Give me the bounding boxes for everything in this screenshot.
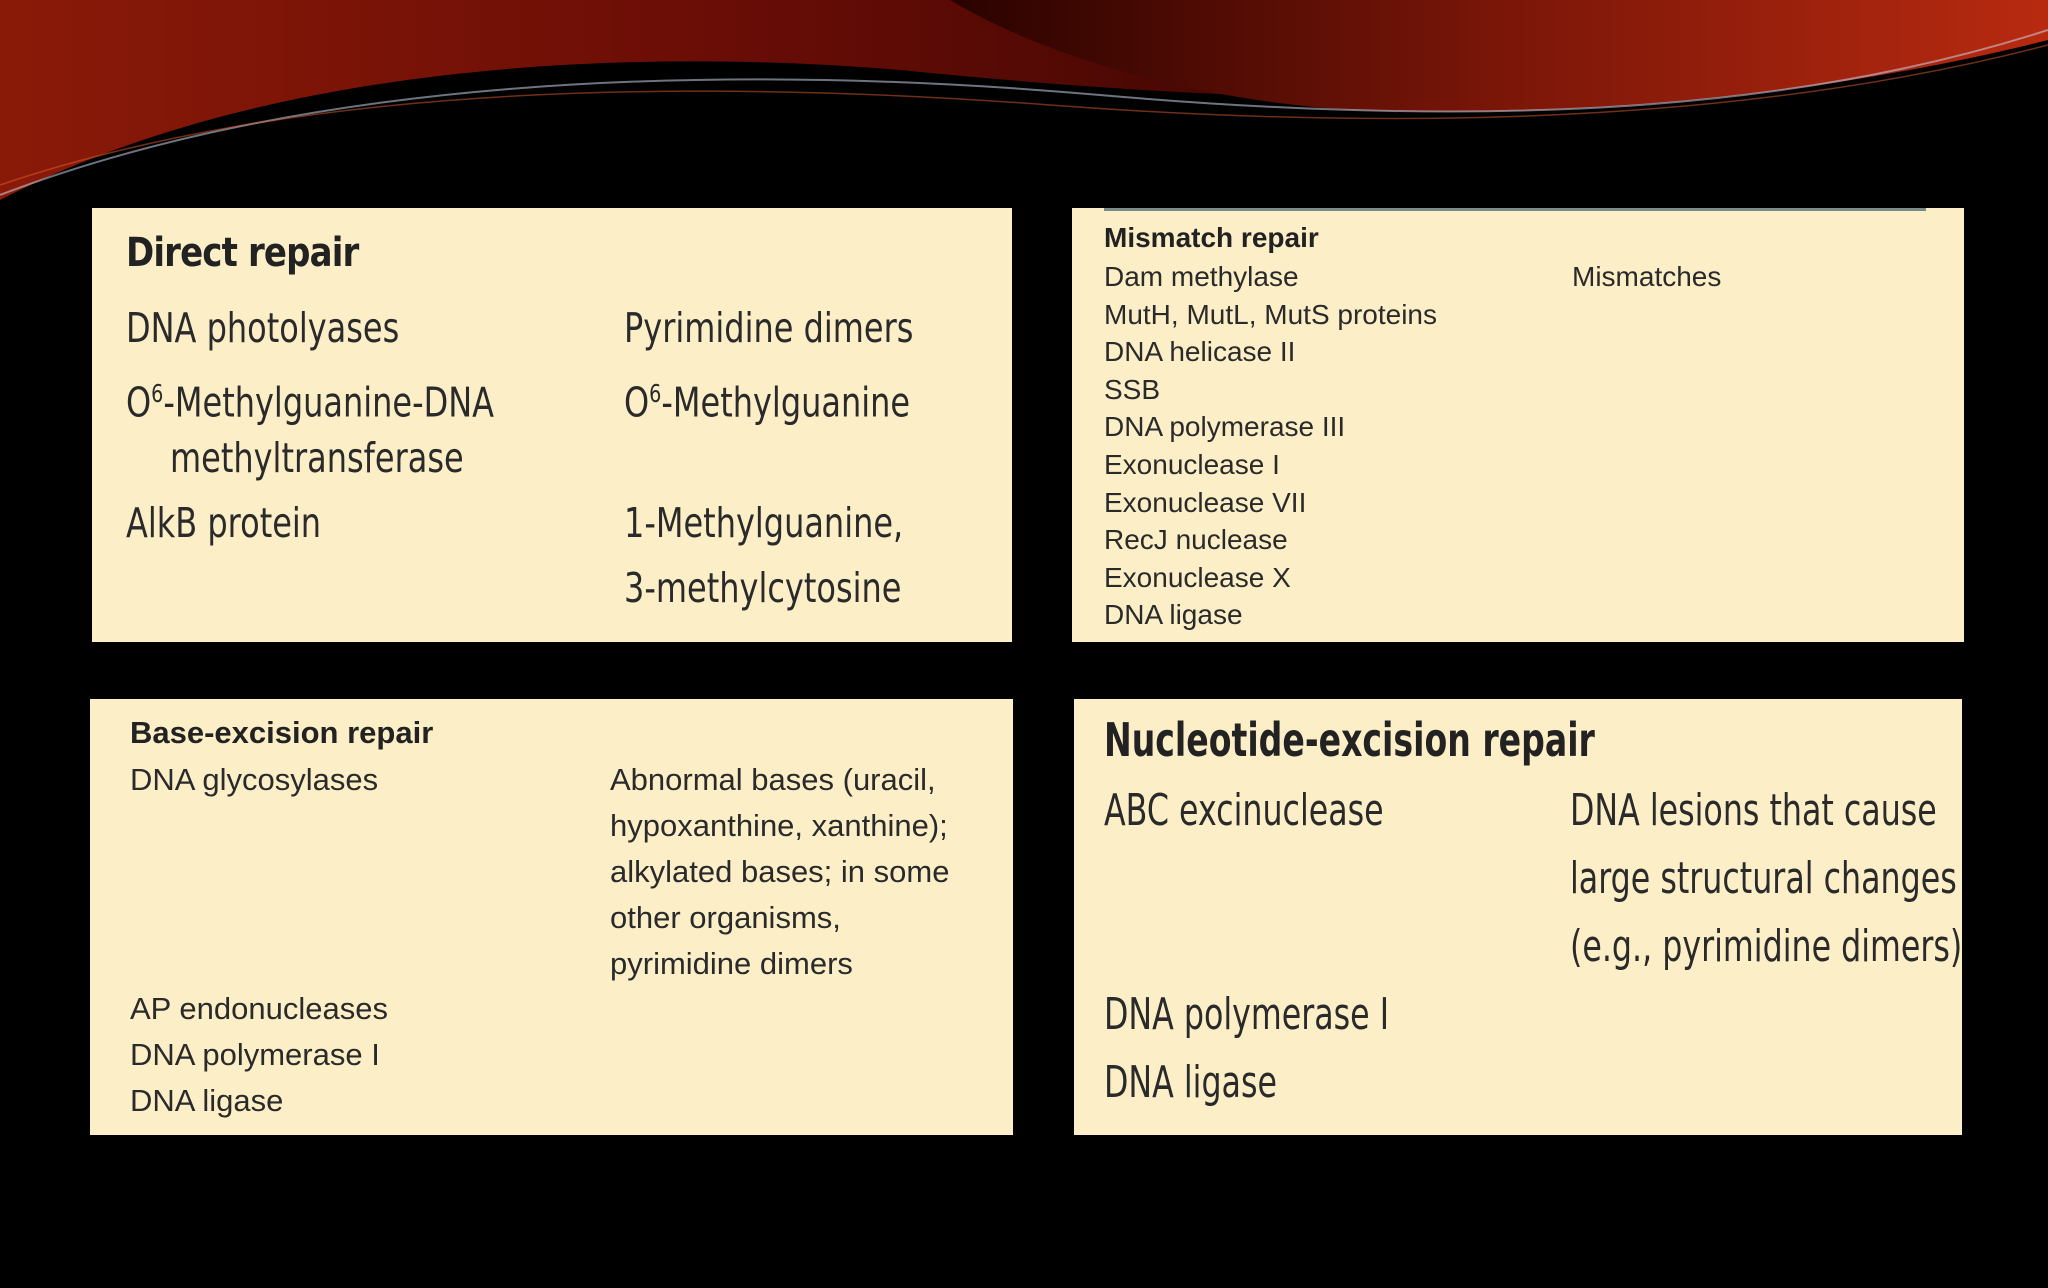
list-item: Dam methylase — [1104, 261, 1299, 292]
enzyme-cell: DNA photolyases — [126, 304, 400, 352]
lesion-cell: Pyrimidine dimers — [624, 304, 914, 352]
list-item: pyrimidine dimers — [610, 946, 853, 981]
list-item: alkylated bases; in some — [610, 854, 950, 889]
list-item: DNA ligase — [1104, 599, 1243, 631]
list-item: RecJ nuclease — [1104, 524, 1288, 556]
list-item: DNA polymerase I — [130, 1037, 380, 1072]
list-item: DNA lesions that cause — [1570, 785, 1937, 836]
direct-repair-panel — [92, 208, 1012, 642]
enzyme-cell: ABC excinuclease — [1104, 785, 1384, 836]
list-item: SSB — [1104, 373, 1161, 405]
base-excision-repair-panel — [90, 699, 1013, 1135]
list-item: Exonuclease X — [1104, 561, 1291, 593]
decorative-banner — [0, 0, 2048, 210]
panel-title: Base-excision repair — [130, 715, 434, 750]
lesion-cell: Mismatches — [1572, 261, 1722, 292]
list-item: MutH, MutL, MutS proteins — [1104, 298, 1438, 330]
list-item: Exonuclease VII — [1104, 486, 1307, 518]
lesion-cell: 3-methylcytosine — [624, 564, 902, 612]
panel-title: Direct repair — [126, 230, 359, 276]
list-item: DNA ligase — [130, 1083, 284, 1118]
list-item: DNA polymerase III — [1104, 411, 1346, 443]
lesion-list — [1570, 777, 1962, 981]
list-item: other organisms, — [610, 900, 841, 935]
list-item: DNA ligase — [1104, 1057, 1277, 1108]
panel-title: Nucleotide-excision repair — [1104, 713, 1595, 767]
list-item: DNA polymerase I — [1104, 989, 1390, 1040]
lesion-cell: $O^6$-Methylguanine — [624, 378, 911, 427]
enzyme-cell: DNA glycosylases — [130, 762, 379, 797]
list-item: AP endonucleases — [130, 991, 388, 1026]
panel-title: Mismatch repair — [1104, 222, 1319, 253]
list-item: hypoxanthine, xanthine); — [610, 808, 948, 843]
top-rule — [1104, 208, 1926, 211]
enzyme-cell-continuation: methyltransferase — [170, 434, 464, 482]
list-item: (e.g., pyrimidine dimers) — [1570, 921, 1963, 972]
enzyme-cell: AlkB protein — [126, 499, 322, 547]
lesion-cell: 1-Methylguanine, — [624, 499, 904, 547]
enzyme-list — [1104, 981, 1389, 1117]
list-item: Abnormal bases (uracil, — [610, 762, 936, 797]
mismatch-repair-panel — [1072, 208, 1964, 642]
enzyme-list — [130, 986, 388, 1124]
list-item: DNA helicase II — [1104, 336, 1296, 368]
nucleotide-excision-repair-panel — [1074, 699, 1962, 1135]
lesion-list — [610, 757, 949, 987]
list-item: Exonuclease I — [1104, 448, 1280, 480]
enzyme-cell: $O^6-Methylguanine$-DNA — [126, 378, 495, 427]
list-item: large structural changes — [1570, 853, 1957, 904]
enzyme-list — [1104, 258, 1437, 634]
